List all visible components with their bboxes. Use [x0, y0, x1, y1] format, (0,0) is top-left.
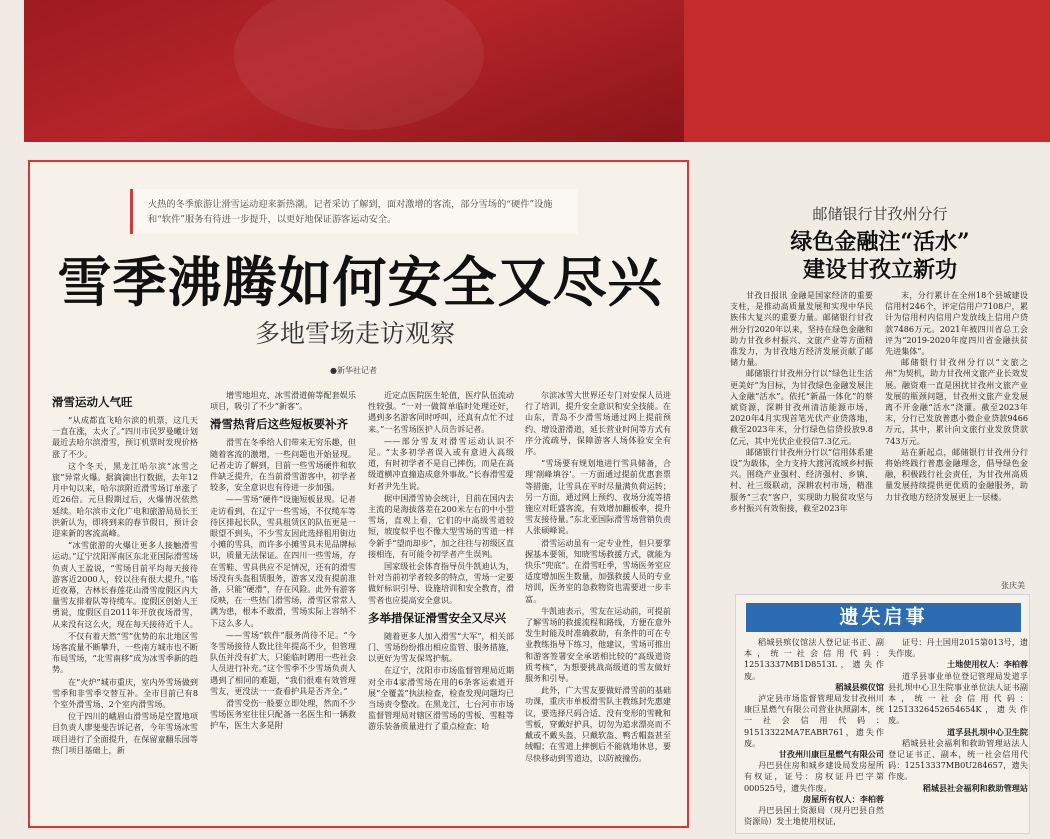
bank-body — [730, 290, 1030, 580]
top-banner — [24, 0, 1050, 142]
bank-paragraph: 邮储银行甘孜州分行以“文旅之州”为契机，助力甘孜州文旅产业长效发展。融资难一直是困扰甘孜州文旅产业发展的瓶颈问题，甘孜州文旅产业发展离不开金融“活水”浇灌。截至2023年末，分行已发放普惠小微企业贷款9466万元，其中，累计向文旅行业发放贷款743万元。 — [885, 357, 1028, 446]
article-paragraph: 这个冬天，黑龙江哈尔滨“冰雪之旅”异常火爆。据滴滴出行数据，去年12月中旬以来，哈尔滨附近滑雪场订单涨了近26倍。元旦假期过后，火爆情况依然延续。哈尔滨市文化广电和旅游局局长王洪新认为，即将到来的春节假日，预计会迎来新的客流高峰。 — [52, 460, 198, 539]
article-paragraph: 在辽宁，沈阳市市场监督管理局近期对全市4家滑雪场在用的6条客运索道开展“全覆盖”执法检查，检查发现问题均已当场责令整改。在黑龙江，七台河市市场监督管理局对辖区滑雪场的雪板、雪鞋等游乐装备质量进行了重点检查；哈 — [368, 665, 514, 732]
notice-item: 稻城县社会福利和救助管理站法人登记证书正、副本，统一社会信用代码：12513337MB0U284657，遗失作废。 — [888, 737, 1028, 782]
bank-paragraph: 末，分行累计在全州18个县城建设信用村246个，评定信用户7108户，累计为信用村内信用户发放线上信用户贷款7486万元。2021年被四川省总工会评为“2019-2020年度四川省金融扶贫先进集体”。 — [885, 290, 1028, 357]
subheadline: 多地雪场走访观察 — [254, 319, 455, 348]
section-heading: 滑雪热背后这些短板要补齐 — [210, 417, 348, 432]
notice-signature: 稻城县社会福利和救助管理站 — [922, 782, 1028, 793]
notice-signature: 甘孜州川康巨星燃气有限公司 — [778, 749, 884, 760]
notice-item: 稻城县殡仪馆法人登记证书正、副本，统一社会信用代码：12513337MB1D8513L，遗失作废。 — [744, 637, 884, 681]
feature-article — [28, 160, 689, 828]
article-paragraph: 尔滨冰雪大世界还专门对安保人员进行了培训，提升安全意识和安全技能。在山东，青岛不少滑雪场通过网上提前预约、增设游滑道，延长营业时间等方式有序分流疏导，保障游客人场体验安全有序。 — [525, 390, 671, 457]
article-paragraph: 滑雪在冬季给人们带来无穷乐趣，但随着客流的激增，一些问题也开始显现。记者走访了解到，目前一些雪场硬件和软件缺乏提升，在当前滑雪游客中，初学者较多，安全意识也有待进一步加强。 — [210, 437, 356, 493]
article-column-3 — [368, 390, 514, 825]
article-paragraph: 滑雪运动虽有一定专业性，但只要掌握基本要领，知晓雪场救援方式，就能为快乐“兜底”。在滑雪旺季，雪场医务室应适度增加医生数量，加强救援人员的专业培训，医务室的急救物资也需要进一步丰富。 — [525, 537, 671, 604]
article-columns — [52, 390, 679, 825]
article-paragraph: 在“火炉”城市重庆，室内外雪场做到雪季和非雪季交替互补。全市目前已有8个室外滑雪场、2个室内滑雪场。 — [52, 676, 198, 710]
notice-signature: 土地使用权人：李柏蓉 — [947, 659, 1028, 670]
article-paragraph: “从成都直飞哈尔滨的机票，这几天一直在涨，太火了。”四川市民罗曼曦计划最近去哈尔滨滑雪，预订机票时发现价格涨了不少。 — [52, 415, 198, 459]
article-paragraph: 不仅有着天然“雪”优势的东北地区雪场客流量不断攀升，一些南方城市也不断布局雪场，“北雪南移”成为冰雪季新的趋势。 — [52, 630, 198, 675]
bank-column-2 — [885, 290, 1028, 580]
article-paragraph: 增雪地坦克、冰雪滑道俯等配套娱乐项目，吸引了不少“新客”。 — [210, 390, 356, 412]
article-paragraph: 据中国滑雪协会统计，目前在国内去主流的是海拔落差在200米左右的中小型雪场，直观上看，它们的中高级雪道较短，坡度似乎也不像大型雪场的雪道一样令新手“望而却步”，加之往往与初级区直接相连，有可能令初学者产生误判。 — [368, 492, 514, 559]
article-paragraph: 牛凯迪表示，雪友在运动前，可提前了解雪场的救援流程和路线，方便在意外发生时能及时准确救助，有条件的可在专业教练指导下练习，他建议，雪场可推出和游客签署安全承诺相比较的“高级道资质考核”，为想要挑战高级道的雪友做好服务和引导。 — [525, 605, 671, 684]
article-column-1 — [52, 390, 198, 825]
lead-paragraph: 火热的冬季旅游让滑雪运动迎来新热潮。记者采访了解到，面对激增的客流，部分雪场的“硬件”设施和“软件”服务有待进一步提升，以更好地保证游客运动安全。 — [130, 189, 578, 234]
article-paragraph: ——雪场“硬件”设施短板显现。记者走访看到，在辽宁一些雪场，不仅缆车等待区排起长队，雪具租赁区的队伍更是一眼望不到头，不少雪友因此选择租用街边小摊的雪具，而许多小摊雪具未见品牌标识，质量无法保证。在四川一些雪场，存在雪鞋、雪具供应不足情况，还有的滑雪场没有头盔租赁服务，游客又没有提前准备，只能“硬滑”，存在风险。此外有游客反映，在一些热门滑雪场，滑雪区常常人满为患，根本不敢滑，雪场实际上容纳不下这么多人。 — [210, 494, 356, 628]
article-paragraph: ——雪场“软件”服务尚待不足。“今冬雪场接待人数比往年提高不少，但管理队伍并没有扩大，只能临时聘用一些社会人员进行补充。”这个雪季不少雪场负责人遇到了相同的难题，“我们很难有效管理雪友，更没法一一查看护具是否齐全。” — [210, 629, 356, 696]
lost-notice-box — [735, 594, 1030, 834]
notice-item: 证号：丹土国用2015第013号，遗失作废。 — [888, 637, 1028, 659]
notice-signature: 房屋所有权人：李柏蓉 — [803, 793, 884, 804]
notice-item: 丹巴县住房和城乡建设局发房屋所有权证，证号：房权证丹巴字第000525号，遗失作废。 — [744, 760, 884, 793]
bank-kicker: 邮储银行甘孜州分行 — [812, 205, 948, 223]
article-column-2 — [210, 390, 356, 825]
byline: ●新华社记者 — [330, 366, 377, 375]
article-paragraph: 国家级社会体育指导员牛凯迪认为，针对当前初学者较多的特点，雪场一定要做好标识引导、设施培训和安全教育，滑雪者也应提高安全意识。 — [368, 561, 514, 605]
bank-author: 张庆美 — [1001, 581, 1025, 590]
headline: 雪季沸腾如何安全又尽兴 — [57, 250, 663, 314]
notice-signature: 道孚县扎坝中心卫生院 — [947, 726, 1028, 737]
article-paragraph: “冰雪旅游的火爆让更多人接触滑雪运动。”辽宁沈阳浑南区东北亚国际滑雪场负责人王盈说，“雪场目前平均每天接待游客近2000人，较以往有很大提升。”临近夜幕，吉林长春莲花山滑雪度假区内大量雪友排着队等待缆车。度假区创始人王勇说，度假区自2011年开放夜场滑雪，从来没有这么火，现在每天接待近千人。 — [52, 540, 198, 629]
article-paragraph: 近定点医院医生轮值，医疗队伍流动性较强。“一对一做简单临时处理还好，遇到多名游客同时呼叫，还真有点忙不过来。”一名雪场医护人员告诉记者。 — [368, 390, 514, 434]
article-paragraph: “雪场要有规划地进行雪具储备，合理‘削峰填谷’。一方面通过提前优惠套票等措施，让雪具在平时尽量满负荷运转；另一方面，通过网上预约、夜场分流等措施应对旺盛客流，有效增加翻板率，提升雪友接待量。”东北亚国际滑雪场营销负责人张硕峰说。 — [525, 458, 671, 536]
article-paragraph: 滑雪受伤一般要立即处理，然而不少雪场医务室往往只配备一名医生和一辆救护车，医生大多是附 — [210, 698, 356, 731]
bank-title-line2: 建设甘孜立新功 — [802, 257, 957, 283]
banner-photo — [24, 0, 684, 142]
notice-column-1 — [744, 637, 884, 832]
bank-paragraph: 甘孜日报讯 金融是国家经济的重要支柱，是推动高质量发展和实现中华民族伟大复兴的重要力量。邮储银行甘孜州分行2020年以来，坚持在绿色金融和助力甘孜乡村振兴、文旅产业等方面精准发力，为甘孜地方经济发展贡献了邮储力量。 — [730, 290, 873, 368]
bank-paragraph: 邮储银行甘孜州分行以“信用体系建设”为载体，全力支持大渡河流域乡村振兴。围绕产业强村、经济强村、乡镇、村、社三级联动，深耕农村市场，精准服务“三农”客户，实现助力脱贫攻坚与乡村振兴有效衔接，截至2023年 — [730, 446, 873, 513]
article-paragraph: 随着更多人加入滑雪“大军”，相关部门、雪场纷纷推出相应监管、服务措施，以更好为雪友保驾护航。 — [368, 630, 514, 664]
notice-item: 泸定县市场监督管理局发甘孜州川康巨星燃气有限公司营业执照副本，统一社会信用代码：91513322MA7EABR761，遗失作废。 — [744, 693, 884, 748]
article-paragraph: 位于四川的峨眉山滑雪场是空置地项目负责人廖斐斐告诉记者，今年雪场冰雪项目进行了全面提升，在保留童翻乐园等热门项目基础上，新 — [52, 711, 198, 755]
notice-item: 丹巴县国土资源局（现丹巴县自然资源局）发土地使用权证， — [744, 805, 884, 827]
section-heading: 滑雪运动人气旺 — [52, 395, 133, 409]
notice-item: 道孚县事业单位登记管理局发道孚县扎坝中心卫生院事业单位法人证书副本，统一社会信用代码：12513326452654654K，遗失作废。 — [888, 670, 1028, 726]
notice-signature: 稻城县殡仪馆 — [835, 681, 884, 692]
article-paragraph: 此外，广大雪友要做好滑雪前的基础功课，重庆市单板滑雪队主教练封先惠建议，要选择尺码合适、没有变形的雪靴和雪板，穿戴好护具，切勿为追求漂亮而不戴或不戴头盔，只戴软盔、鸭舌帽盔甚至绒帽；在雪道上摔倒后不能就地休息，要尽快移动到雪道边，以防被撞伤。 — [525, 685, 671, 763]
bank-column-1 — [730, 290, 873, 580]
section-heading: 多举措保证滑雪安全又尽兴 — [368, 610, 506, 625]
notice-title: 遗失启事 — [746, 603, 1021, 632]
article-column-4 — [525, 390, 671, 825]
bank-paragraph: 邮储银行甘孜州分行以“绿色让生活更美好”为目标，为甘孜绿色金融发展注入金融“活水”。依托“新晶一体化”的蔡斌资源，深耕甘孜州清洁能源市场，2020年4月实现首笔光伏产业贷落地，截至2023年末，分行绿色信贷投放9.8亿元，其中光伏企业投信7.3亿元。 — [730, 368, 873, 446]
bank-paragraph: 站在新起点，邮储银行甘孜州分行将始终践行普惠金融理念，倡导绿色金融，积极践行社会责任，为甘孜州高质量发展持续提供更优质的金融服务，助力甘孜地方经济发展更上一层楼。 — [885, 446, 1028, 502]
notice-column-2 — [888, 637, 1028, 832]
article-paragraph: ——部分雪友对滑雪运动认识不足。“太多初学者误入或有意进入高级道，有时初学者不是自己摔伤，而是在高级道横冲直撞造成意外事故。”长春滑雪爱好者尹先生说。 — [368, 435, 514, 491]
bank-title-line1: 绿色金融注“活水” — [790, 229, 970, 255]
